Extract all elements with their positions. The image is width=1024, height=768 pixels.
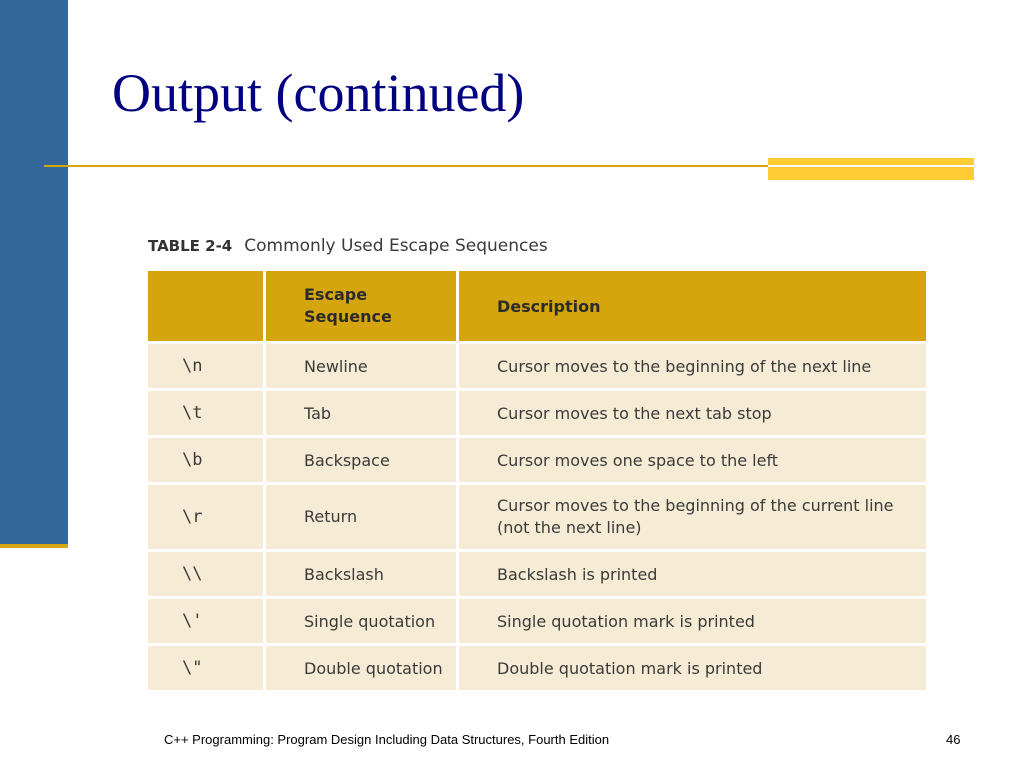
table-row: [148, 549, 926, 596]
escape-code: \b: [148, 435, 266, 482]
table-header-row: [148, 271, 926, 341]
escape-description: Single quotation mark is printed: [459, 596, 926, 643]
escape-name: Backslash: [266, 549, 459, 596]
slide-title: Output (continued): [112, 63, 525, 123]
escape-name: Single quotation: [266, 596, 459, 643]
table-row: [148, 388, 926, 435]
header-code: [148, 271, 266, 341]
escape-description: Cursor moves one space to the left: [459, 435, 926, 482]
table-title: Commonly Used Escape Sequences: [244, 236, 548, 256]
table-row: [148, 643, 926, 690]
page-number: 46: [946, 732, 961, 747]
table-caption: [148, 236, 548, 256]
table-row: [148, 435, 926, 482]
escape-code: \': [148, 596, 266, 643]
escape-description: Double quotation mark is printed: [459, 643, 926, 690]
escape-description: Cursor moves to the beginning of the next line: [459, 341, 926, 388]
table-row: [148, 341, 926, 388]
table-label: TABLE 2-4: [148, 237, 233, 255]
escape-sequence-table: [148, 271, 926, 690]
escape-name: Tab: [266, 388, 459, 435]
left-accent-bar: [0, 0, 68, 544]
left-accent-underline: [0, 544, 68, 548]
header-description: Description: [459, 271, 926, 341]
escape-code: \t: [148, 388, 266, 435]
escape-description: Backslash is printed: [459, 549, 926, 596]
slide-footer: C++ Programming: Program Design Including Data Structures, Fourth Edition: [164, 732, 610, 747]
escape-name: Backspace: [266, 435, 459, 482]
escape-code: \": [148, 643, 266, 690]
escape-code: \r: [148, 482, 266, 549]
header-escape-sequence-label: Escape Sequence: [304, 285, 392, 326]
escape-code: \n: [148, 341, 266, 388]
header-escape-sequence: [266, 271, 459, 341]
escape-description: Cursor moves to the beginning of the current line (not the next line): [459, 482, 926, 549]
title-divider-accent: [768, 158, 974, 180]
escape-name: Return: [266, 482, 459, 549]
table-row: [148, 596, 926, 643]
escape-code: \\: [148, 549, 266, 596]
escape-name: Newline: [266, 341, 459, 388]
escape-name: Double quotation: [266, 643, 459, 690]
escape-description: Cursor moves to the next tab stop: [459, 388, 926, 435]
table-row: [148, 482, 926, 549]
